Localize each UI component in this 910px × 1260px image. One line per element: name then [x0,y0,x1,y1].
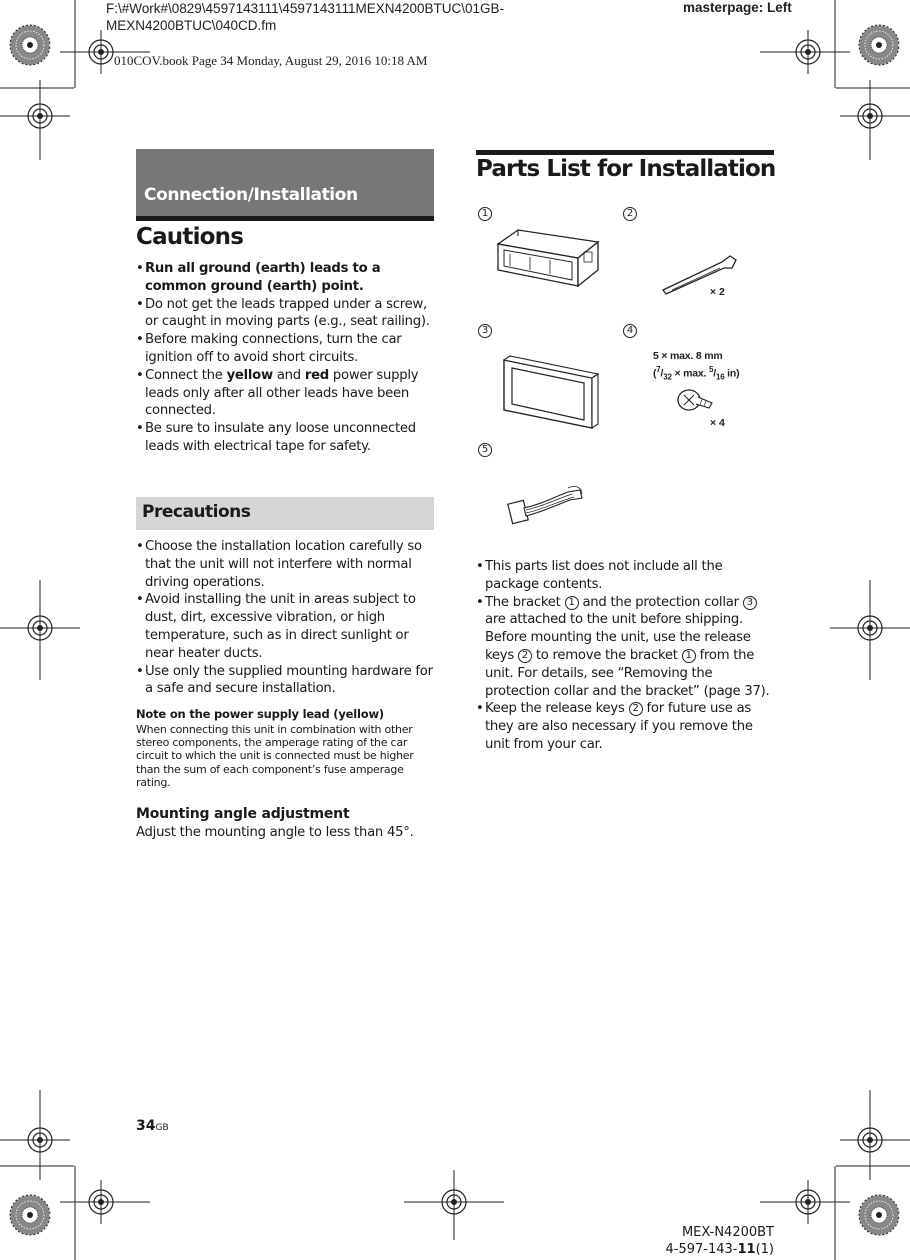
model-code [640,1241,774,1258]
precautions-heading: Precautions [142,502,251,522]
list-item [136,260,434,296]
caution-text: power supply leads only after all other leads have been connected. [145,367,419,419]
caution-yellow-text: yellow [226,367,273,383]
spec-fraction-den: 16 [715,372,725,382]
file-path-line1: F:\#Work#\0829\4597143111\4597143111MEXN4200BTUC\01GB- [106,1,505,16]
spec-text: × max. [671,367,709,380]
part4-quantity: × 4 [710,417,725,429]
screw-spec [653,350,739,384]
precautions-band [136,497,434,530]
inline-part-number: 2 [518,649,532,663]
list-item [476,558,774,594]
masterpage-label: masterpage: Left [683,0,792,15]
inline-part-number: 1 [565,596,579,610]
caution-text: and [272,367,305,383]
inline-part-number: 3 [743,596,757,610]
spec-text: ( [653,367,657,380]
protection-collar-illustration [494,352,604,432]
model-code-prefix: 4-597-143- [665,1242,738,1257]
model-code-bold: 11 [737,1242,756,1257]
inline-part-number: 2 [629,702,643,716]
registration-rosette-icon [859,1195,899,1235]
caution-bold-text: Run all ground (earth) leads to a common ground (earth) point. [145,261,381,294]
caution-red-text: red [304,367,329,383]
section-band [136,149,434,216]
cautions-heading: Cautions [136,224,244,250]
list-item [136,367,434,420]
part-number-2: 2 [623,207,637,221]
parts-notes-list [476,558,774,754]
caution-text: Before making connections, turn the car ignition off to avoid short circuits. [145,332,402,365]
page-number-value: 34 [136,1118,156,1134]
note-text: Keep the release keys [485,701,629,717]
model-code-suffix: (1) [755,1242,774,1257]
cautions-list [136,260,434,456]
note-text: This parts list does not include all the package contents. [485,559,723,592]
part-number-4: 4 [623,324,637,338]
mount-body: Adjust the mounting angle to less than 45°. [136,825,414,840]
list-item [476,594,774,701]
inline-part-number: 1 [682,649,696,663]
list-item [136,591,434,662]
screw-spec-metric: 5 × max. 8 mm [653,350,723,362]
note-text: from the unit. For details, see “Removing the protection collar and the bracket” (page 37). [485,647,770,699]
file-path-line2: MEXN4200BTUC\040CD.fm [106,18,277,33]
mount-heading: Mounting angle adjustment [136,806,350,822]
part-number-3: 3 [478,324,492,338]
part2-quantity: × 2 [710,286,725,298]
caution-text: Do not get the leads trapped under a screw, or caught in moving parts (e.g., seat railing). [145,296,430,330]
caution-text: Be sure to insulate any loose unconnected leads with electrical tape for safety. [145,421,416,454]
spec-text: in) [724,367,740,380]
part-number-1: 1 [478,207,492,221]
section-rule [136,216,434,221]
book-info: 010COV.book Page 34 Monday, August 29, 2016 10:18 AM [114,53,428,68]
list-item [136,420,434,456]
precautions-list [136,538,434,698]
note-text: and the protection collar [578,594,743,610]
list-item [136,296,434,332]
precaution-text: Choose the installation location carefully so that the unit will not interfere with normal driving operations. [145,539,422,590]
caution-text: Connect the [145,367,227,383]
model-info [640,1224,774,1258]
screw-spec-imperial: ($^7/_{32} \times \max$. $^5/_{16}$ in) [653,365,740,382]
parts-rule [476,150,774,155]
registration-rosette-icon [859,25,899,65]
list-item [136,331,434,367]
precaution-text: Use only the supplied mounting hardware for a safe and secure installation. [145,663,433,697]
registration-rosette-icon [10,25,50,65]
precaution-text: Avoid installing the unit in areas subject to dust, dirt, excessive vibration, or high temperature, such as in direct sunlight or near heater ducts. [145,592,416,661]
note-heading: Note on the power supply lead (yellow) [136,707,384,721]
file-path [106,0,576,34]
note-text: for future use as they are also necessary if you remove the unit from your car. [485,701,753,752]
note-body: When connecting this unit in combination with other stereo components, the amperage rating of the car circuit to which the unit is connected must be higher than the sum of each component’s fuse amperage rating. [136,723,414,789]
note-text: The bracket [485,594,565,610]
spec-fraction-num: 5 [708,365,714,374]
screw-illustration [676,386,718,416]
power-cord-illustration [506,484,586,526]
registration-rosette-icon [10,1195,50,1235]
list-item [476,700,774,753]
note-text: to remove the bracket [531,647,682,663]
spec-fraction-den: 32 [663,372,672,382]
spec-fraction-num: 7 [656,365,661,374]
note-text: are attached to the unit before shipping. Before mounting the unit, use the release keys [485,612,751,663]
list-item [136,538,434,591]
parts-heading: Parts List for Installation [476,156,776,182]
page-number [136,1118,169,1134]
release-key-illustration [660,250,740,300]
section-band-title: Connection/Installation [144,185,358,205]
page-number-suffix: GB [155,1123,169,1133]
model-name: MEX-N4200BT [681,1225,774,1240]
bracket-illustration [490,222,605,294]
list-item [136,663,434,699]
part-number-5: 5 [478,443,492,457]
